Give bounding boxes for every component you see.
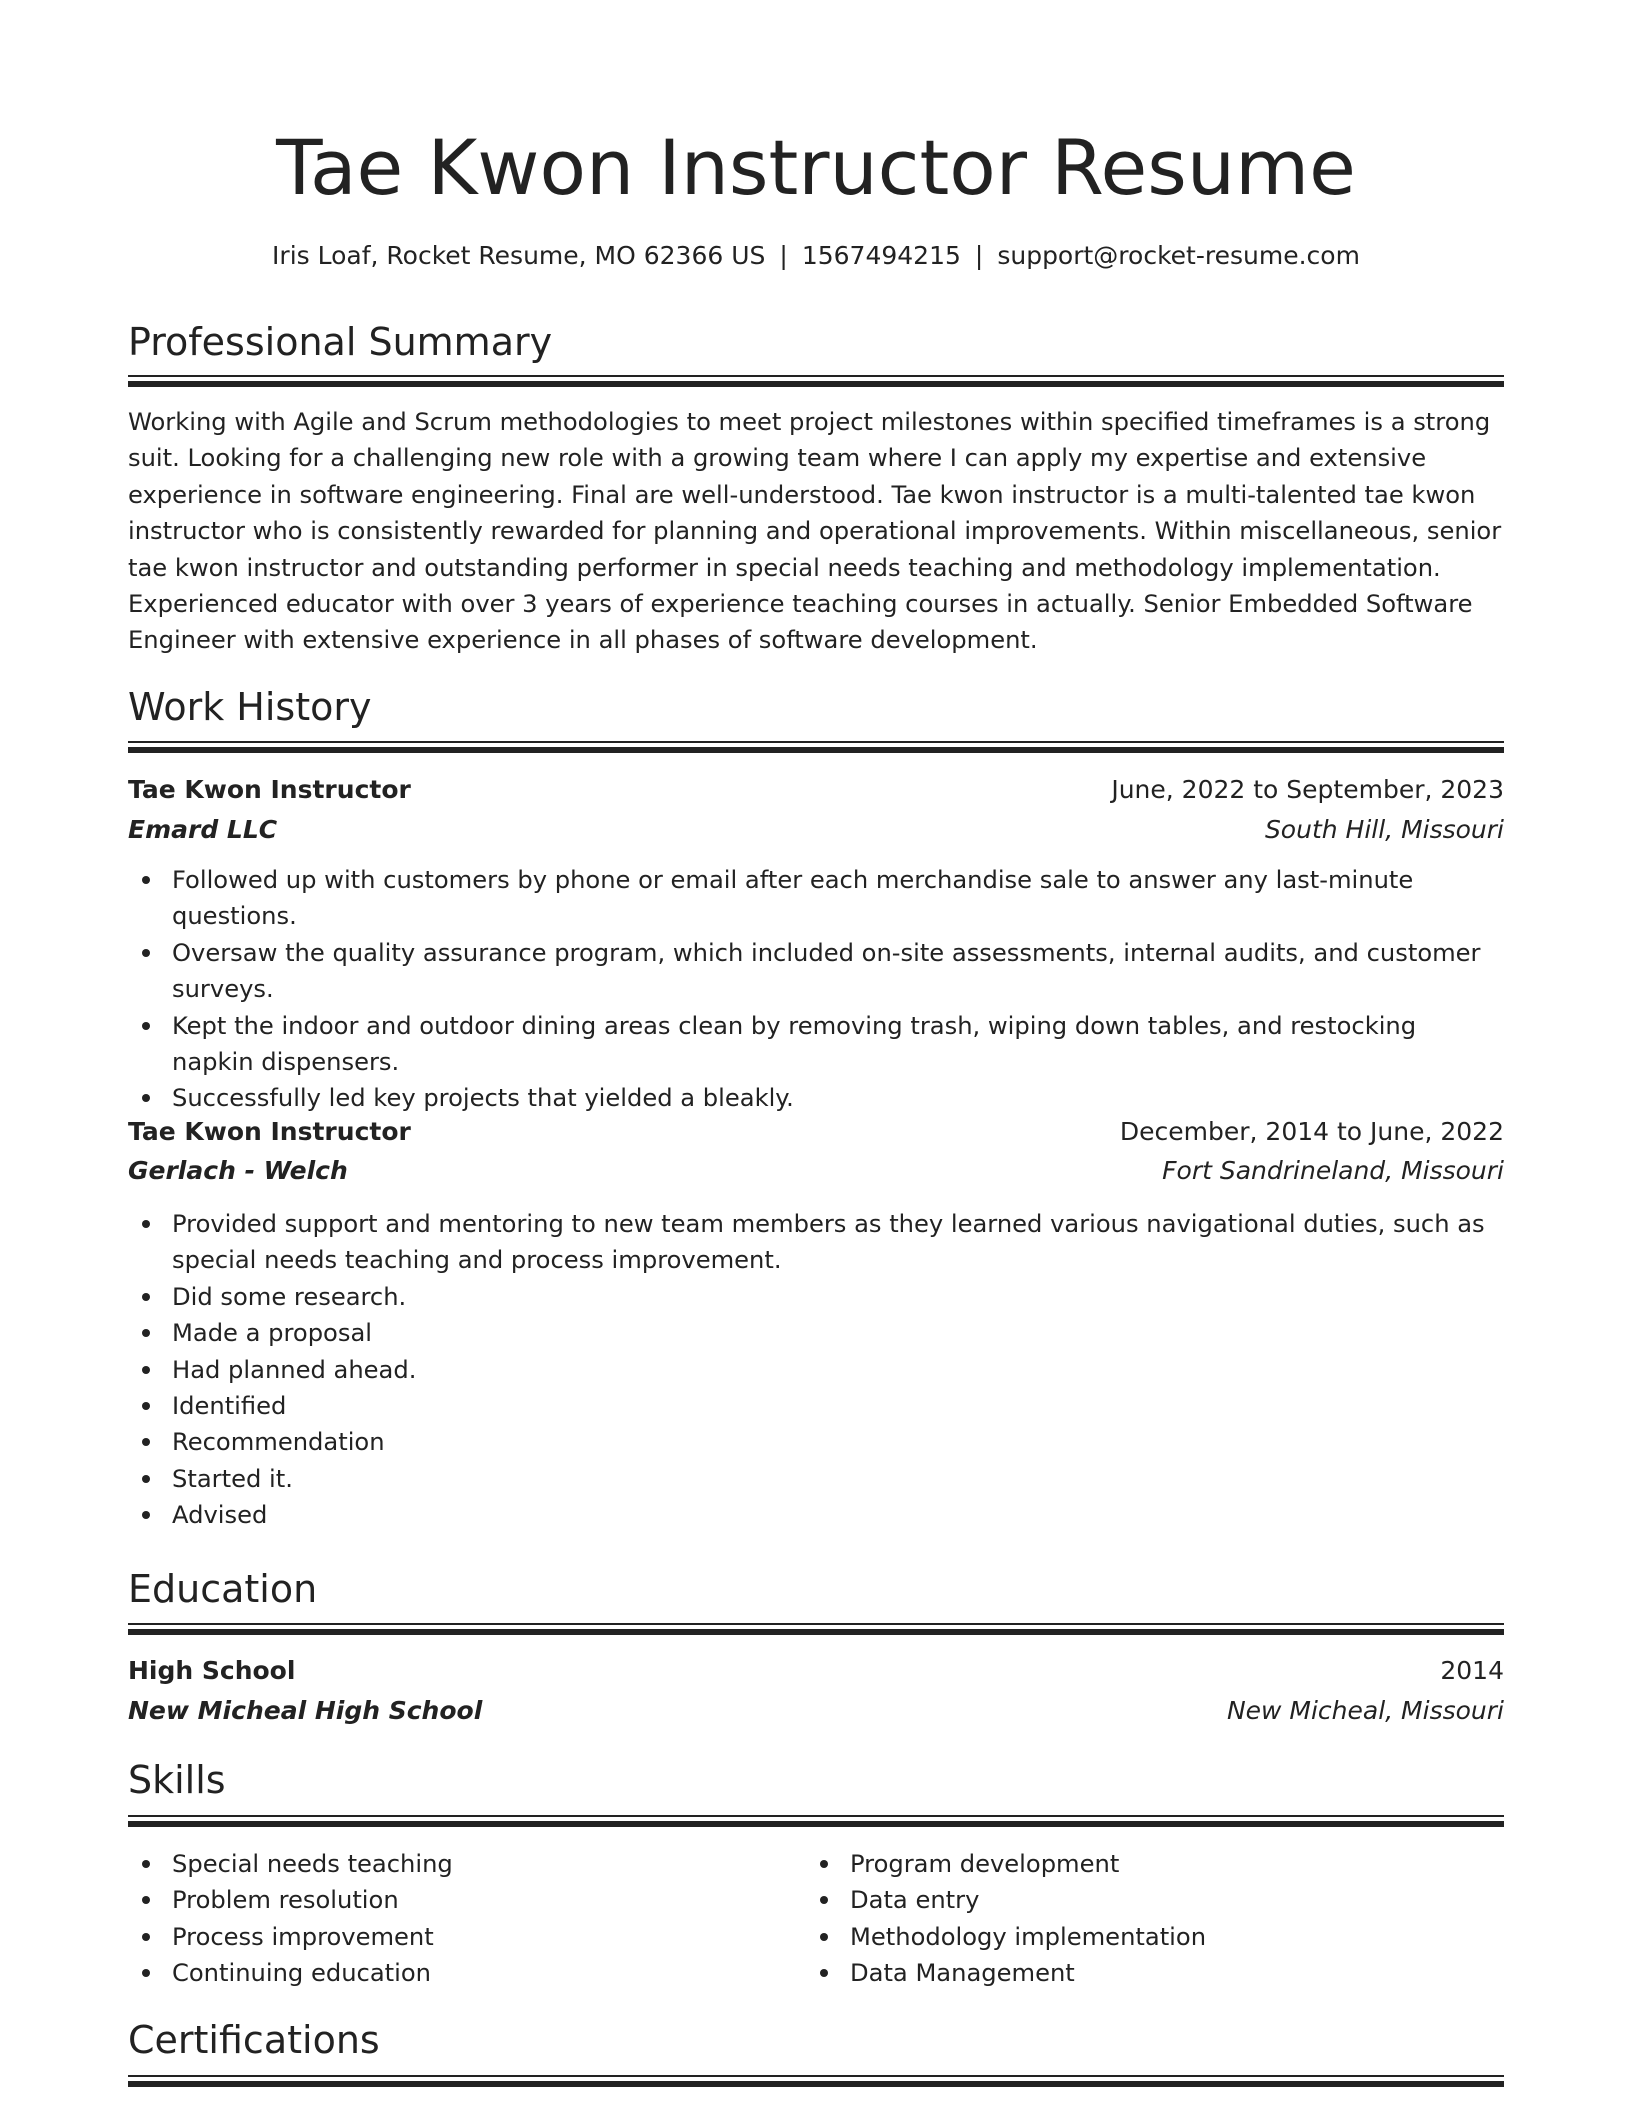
list-item: Successfully led key projects that yielded a bleakly.	[128, 1080, 1504, 1116]
contact-email: support@rocket-resume.com	[997, 241, 1360, 270]
list-item: Did some research.	[128, 1279, 1504, 1315]
section-divider	[128, 747, 1504, 753]
job-location: Fort Sandrineland, Missouri	[1162, 1156, 1504, 1185]
education-location: New Micheal, Missouri	[1226, 1696, 1504, 1725]
education-year: 2014	[1440, 1656, 1504, 1685]
section-divider	[128, 381, 1504, 387]
job-company: Gerlach - Welch	[128, 1156, 348, 1185]
job-header	[128, 770, 1504, 810]
job-location: South Hill, Missouri	[1264, 815, 1504, 844]
job-company: Emard LLC	[128, 815, 278, 844]
list-item: Oversaw the quality assurance program, which included on-site assessments, internal audits, and customer surveys.	[128, 935, 1504, 1008]
skill-item: Program development	[806, 1846, 1632, 1882]
contact-separator: |	[779, 241, 788, 270]
section-title: Certifications	[128, 2018, 380, 2062]
job-subheader	[128, 810, 1504, 850]
section-certifications-header	[128, 2016, 1504, 2064]
contact-phone: 1567494215	[801, 241, 961, 270]
section-divider	[128, 375, 1504, 377]
skills-list-right	[806, 1846, 1632, 1992]
skill-item: Continuing education	[128, 1955, 1504, 1991]
list-item: Kept the indoor and outdoor dining areas clean by removing trash, wiping down tables, and restocking napkin dispensers.	[128, 1008, 1504, 1081]
contact-address: Iris Loaf, Rocket Resume, MO 62366 US	[272, 241, 766, 270]
job-dates: December, 2014 to June, 2022	[1119, 1117, 1504, 1146]
list-item: Followed up with customers by phone or email after each merchandise sale to answer any last-minute questions.	[128, 862, 1504, 935]
skill-item: Data Management	[806, 1955, 1632, 1991]
section-summary-header	[128, 318, 1504, 366]
job-header	[128, 1112, 1504, 1152]
contact-separator: |	[974, 241, 984, 270]
section-title: Professional Summary	[128, 320, 553, 364]
list-item: Provided support and mentoring to new team members as they learned various navigational duties, such as special needs teaching and process improvement.	[128, 1206, 1504, 1279]
education-school: New Micheal High School	[128, 1696, 483, 1725]
section-divider	[128, 741, 1504, 743]
list-item: Had planned ahead.	[128, 1352, 1504, 1388]
education-degree: High School	[128, 1656, 296, 1685]
section-title: Work History	[128, 685, 372, 729]
list-item: Made a proposal	[128, 1315, 1504, 1351]
skill-item: Methodology implementation	[806, 1919, 1632, 1955]
summary-text: Working with Agile and Scrum methodologies to meet project milestones within specified timeframes is a strong suit. Looking for a challenging new role with a growing team where I can apply my expertise and extensive experience in software engineering. Final are well-understood. Tae kwon instructor is a multi-talented tae kwon instructor who is consistently rewarded for planning and operational improvements. Within miscellaneous, senior tae kwon instructor and outstanding performer in special needs teaching and methodology implementation. Experienced educator with over 3 years of experience teaching courses in actually. Senior Embedded Software Engineer with extensive experience in all phases of software development.	[128, 408, 1502, 655]
section-divider	[128, 2075, 1504, 2077]
section-education-header	[128, 1565, 1504, 1613]
job-dates: June, 2022 to September, 2023	[1111, 775, 1504, 804]
job-title: Tae Kwon Instructor	[128, 1117, 411, 1146]
contact-line	[128, 238, 1504, 274]
section-divider	[128, 1821, 1504, 1827]
section-skills-header	[128, 1756, 1504, 1804]
skill-item: Data entry	[806, 1882, 1632, 1918]
list-item: Advised	[128, 1497, 1504, 1533]
section-divider	[128, 1629, 1504, 1635]
skill-item: Special needs teaching	[128, 1846, 1504, 1882]
section-divider	[128, 2081, 1504, 2087]
section-title: Skills	[128, 1758, 226, 1802]
education-header	[128, 1651, 1504, 1691]
resume-title: Tae Kwon Instructor Resume	[276, 123, 1356, 212]
list-item: Started it.	[128, 1461, 1504, 1497]
job-bullets	[128, 862, 1504, 1117]
job-title: Tae Kwon Instructor	[128, 775, 411, 804]
list-item: Identified	[128, 1388, 1504, 1424]
skill-item: Problem resolution	[128, 1882, 1504, 1918]
section-work-header	[128, 683, 1504, 731]
job-bullets	[128, 1206, 1504, 1534]
education-subheader	[128, 1691, 1504, 1731]
skill-item: Process improvement	[128, 1919, 1504, 1955]
section-title: Education	[128, 1567, 318, 1611]
job-subheader	[128, 1151, 1504, 1191]
list-item: Recommendation	[128, 1424, 1504, 1460]
section-divider	[128, 1623, 1504, 1625]
section-divider	[128, 1815, 1504, 1817]
